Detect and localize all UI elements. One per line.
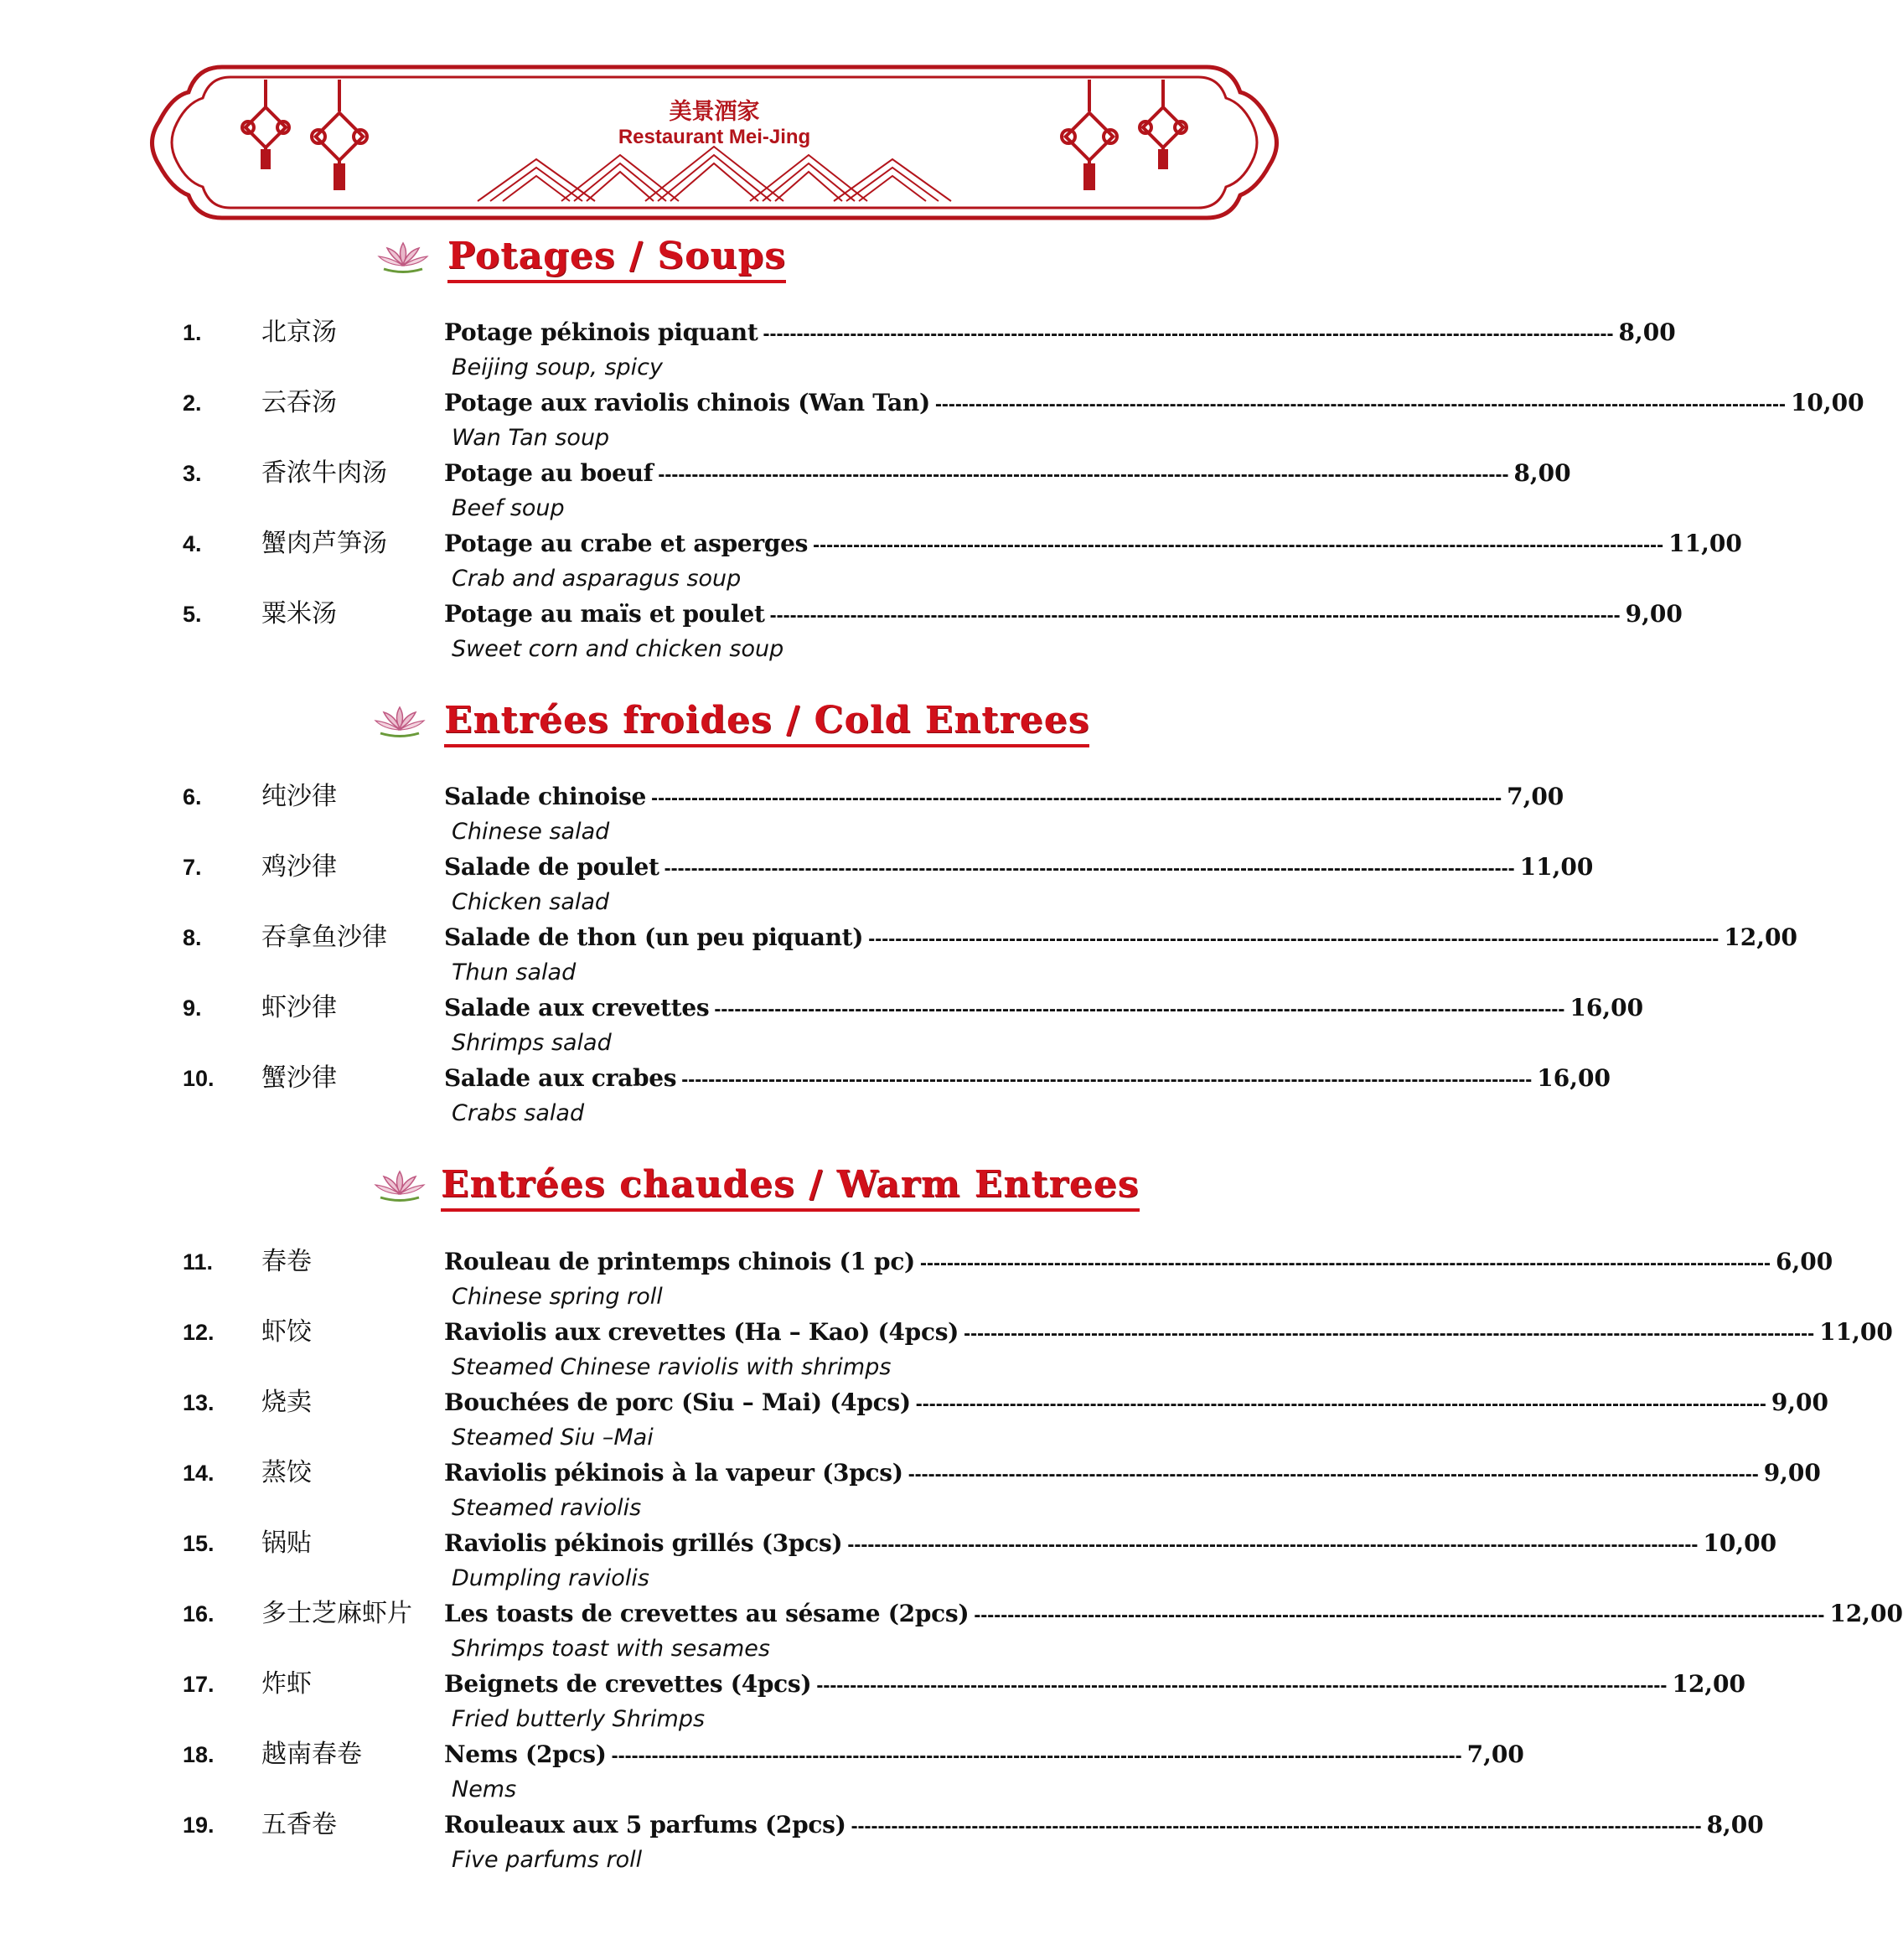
section-title: Entrées chaudes / Warm Entrees — [441, 1161, 1140, 1212]
item-english-name: Crabs salad — [452, 1100, 585, 1126]
item-number: 11. — [183, 1249, 214, 1275]
item-price: 16,00 — [1537, 1064, 1611, 1092]
item-french-name: Potage aux raviolis chinois (Wan Tan) — [444, 389, 930, 416]
dot-leader: ------------------------------------------------------------------------------------------------------------------------------- — [908, 1463, 1759, 1486]
item-english-name: Steamed Siu –Mai — [452, 1425, 654, 1451]
item-english-name: Steamed Chinese raviolis with shrimps — [452, 1354, 892, 1380]
item-number: 10. — [183, 1066, 215, 1091]
dot-leader: ------------------------------------------------------------------------------------------------------------------------------- — [868, 928, 1719, 950]
item-english-name: Beijing soup, spicy — [452, 354, 664, 380]
item-number: 16. — [183, 1601, 215, 1626]
item-number: 1. — [183, 320, 202, 345]
item-number: 17. — [183, 1672, 215, 1697]
item-english-name: Nems — [452, 1776, 517, 1802]
dot-leader: ------------------------------------------------------------------------------------------------------------------------------- — [763, 323, 1614, 345]
menu-item — [0, 458, 1571, 530]
item-chinese-name: 虾沙律 — [261, 993, 337, 1022]
item-chinese-name: 锅贴 — [261, 1528, 312, 1558]
dot-leader: ------------------------------------------------------------------------------------------------------------------------------- — [664, 857, 1515, 880]
item-number: 4. — [183, 531, 202, 556]
section-title: Entrées froides / Cold Entrees — [444, 697, 1089, 747]
item-price: 9,00 — [1625, 600, 1683, 628]
item-chinese-name: 粟米汤 — [261, 599, 337, 628]
item-chinese-name: 吞拿鱼沙律 — [261, 923, 387, 952]
item-english-name: Chicken salad — [452, 889, 610, 915]
dot-leader: ------------------------------------------------------------------------------------------------------------------------------- — [813, 534, 1664, 556]
item-english-name: Chinese spring roll — [452, 1284, 663, 1310]
item-price: 12,00 — [1724, 923, 1797, 951]
menu-item — [0, 529, 1742, 600]
item-french-name: Salade chinoise — [444, 783, 647, 810]
item-price: 8,00 — [1706, 1811, 1764, 1838]
item-french-name: Beignets de crevettes (4pcs) — [444, 1670, 812, 1698]
item-chinese-name: 多士芝麻虾片 — [261, 1599, 412, 1628]
item-english-name: Shrimps toast with sesames — [452, 1636, 770, 1662]
section-title: Potages / Soups — [447, 233, 786, 283]
item-price: 12,00 — [1672, 1670, 1746, 1698]
restaurant-chinese-name: 美景酒家 — [669, 99, 760, 125]
item-french-name: Salade aux crevettes — [444, 994, 710, 1021]
item-french-name: Rouleaux aux 5 parfums (2pcs) — [444, 1811, 846, 1838]
item-number: 5. — [183, 602, 202, 627]
menu-item — [0, 1740, 1524, 1811]
item-french-name: Salade de thon (un peu piquant) — [444, 923, 864, 951]
item-number: 6. — [183, 784, 202, 809]
item-chinese-name: 纯沙律 — [261, 782, 337, 811]
dot-leader: ------------------------------------------------------------------------------------------------------------------------------- — [974, 1604, 1825, 1626]
dot-leader: ------------------------------------------------------------------------------------------------------------------------------- — [769, 604, 1621, 627]
item-french-name: Bouchées de porc (Siu – Mai) (4pcs) — [444, 1389, 911, 1416]
restaurant-banner — [142, 63, 1286, 222]
dot-leader: ------------------------------------------------------------------------------------------------------------------------------- — [651, 787, 1502, 809]
item-number: 18. — [183, 1742, 215, 1767]
menu-item — [0, 388, 1864, 459]
dot-leader: ------------------------------------------------------------------------------------------------------------------------------- — [851, 1815, 1702, 1838]
item-chinese-name: 北京汤 — [261, 318, 337, 347]
item-english-name: Dumpling raviolis — [452, 1565, 649, 1591]
item-english-name: Fried butterly Shrimps — [452, 1706, 706, 1732]
menu-item — [0, 1317, 1893, 1389]
item-number: 14. — [183, 1461, 215, 1486]
lotus-icon — [377, 240, 429, 273]
item-french-name: Raviolis pékinois grillés (3pcs) — [444, 1529, 843, 1557]
menu-item — [0, 1669, 1746, 1740]
item-english-name: Beef soup — [452, 495, 565, 521]
item-french-name: Potage pékinois piquant — [444, 318, 758, 346]
item-price: 11,00 — [1668, 530, 1742, 557]
menu-item — [0, 599, 1683, 670]
item-number: 19. — [183, 1813, 215, 1838]
dot-leader: ------------------------------------------------------------------------------------------------------------------------------- — [920, 1252, 1771, 1275]
item-chinese-name: 五香卷 — [261, 1810, 337, 1839]
item-number: 9. — [183, 996, 202, 1021]
menu-item — [0, 1247, 1833, 1318]
lotus-icon — [374, 1168, 426, 1202]
menu-item — [0, 1063, 1611, 1135]
menu-item — [0, 1599, 1903, 1670]
item-price: 7,00 — [1466, 1740, 1524, 1768]
item-price: 11,00 — [1819, 1318, 1893, 1346]
item-chinese-name: 虾饺 — [261, 1317, 312, 1347]
dot-leader: ------------------------------------------------------------------------------------------------------------------------------- — [934, 393, 1786, 416]
lotus-icon — [374, 704, 426, 737]
item-chinese-name: 炸虾 — [261, 1669, 312, 1699]
dot-leader: ------------------------------------------------------------------------------------------------------------------------------- — [611, 1745, 1462, 1767]
item-english-name: Steamed raviolis — [452, 1495, 642, 1521]
dot-leader: ------------------------------------------------------------------------------------------------------------------------------- — [847, 1533, 1699, 1556]
item-chinese-name: 春卷 — [261, 1247, 312, 1276]
item-price: 11,00 — [1519, 853, 1594, 881]
menu-item — [0, 923, 1797, 994]
item-french-name: Potage au maïs et poulet — [444, 600, 765, 628]
item-number: 7. — [183, 855, 202, 880]
item-french-name: Salade de poulet — [444, 853, 659, 881]
item-chinese-name: 蟹肉芦笋汤 — [261, 529, 387, 558]
dot-leader: ------------------------------------------------------------------------------------------------------------------------------- — [681, 1068, 1533, 1091]
menu-item — [0, 1388, 1829, 1459]
item-number: 3. — [183, 461, 202, 486]
item-english-name: Shrimps salad — [452, 1030, 612, 1056]
item-french-name: Potage au boeuf — [444, 459, 654, 487]
item-french-name: Rouleau de printemps chinois (1 pc) — [444, 1248, 916, 1275]
dot-leader: ------------------------------------------------------------------------------------------------------------------------------- — [964, 1322, 1815, 1345]
menu-item — [0, 993, 1644, 1064]
item-number: 2. — [183, 390, 202, 416]
dot-leader: ------------------------------------------------------------------------------------------------------------------------------- — [915, 1393, 1766, 1415]
item-chinese-name: 蒸饺 — [261, 1458, 312, 1487]
item-price: 7,00 — [1507, 783, 1564, 810]
item-english-name: Wan Tan soup — [452, 425, 610, 451]
item-price: 10,00 — [1703, 1529, 1777, 1557]
item-english-name: Crab and asparagus soup — [452, 566, 742, 592]
item-chinese-name: 烧卖 — [261, 1388, 312, 1417]
item-price: 9,00 — [1771, 1389, 1829, 1416]
item-number: 15. — [183, 1531, 215, 1556]
item-number: 8. — [183, 925, 202, 950]
menu-item — [0, 318, 1676, 389]
menu-item — [0, 1528, 1777, 1600]
item-price: 12,00 — [1829, 1600, 1903, 1627]
item-french-name: Les toasts de crevettes au sésame (2pcs) — [444, 1600, 970, 1627]
item-english-name: Chinese salad — [452, 819, 610, 845]
item-english-name: Sweet corn and chicken soup — [452, 636, 784, 662]
mountain-pattern — [478, 147, 951, 201]
dot-leader: ------------------------------------------------------------------------------------------------------------------------------- — [816, 1674, 1668, 1697]
dot-leader: ------------------------------------------------------------------------------------------------------------------------------- — [714, 998, 1565, 1021]
item-number: 12. — [183, 1320, 215, 1345]
item-chinese-name: 云吞汤 — [261, 388, 337, 417]
menu-item — [0, 1810, 1764, 1881]
item-chinese-name: 鸡沙律 — [261, 852, 337, 882]
item-price: 8,00 — [1513, 459, 1571, 487]
item-price: 10,00 — [1790, 389, 1864, 416]
item-english-name: Thun salad — [452, 959, 577, 985]
restaurant-name: Restaurant Mei-Jing — [618, 126, 811, 148]
item-english-name: Five parfums roll — [452, 1847, 643, 1873]
item-chinese-name: 蟹沙律 — [261, 1063, 337, 1093]
menu-item — [0, 1458, 1821, 1529]
item-price: 9,00 — [1763, 1459, 1821, 1487]
item-french-name: Raviolis pékinois à la vapeur (3pcs) — [444, 1459, 903, 1487]
item-french-name: Raviolis aux crevettes (Ha – Kao) (4pcs) — [444, 1318, 959, 1346]
menu-item — [0, 852, 1594, 923]
item-price: 16,00 — [1569, 994, 1644, 1021]
item-number: 13. — [183, 1390, 215, 1415]
item-price: 6,00 — [1776, 1248, 1833, 1275]
item-chinese-name: 香浓牛肉汤 — [261, 458, 387, 488]
item-chinese-name: 越南春卷 — [261, 1740, 362, 1769]
item-price: 8,00 — [1618, 318, 1676, 346]
item-french-name: Potage au crabe et asperges — [444, 530, 809, 557]
dot-leader: ------------------------------------------------------------------------------------------------------------------------------- — [658, 463, 1509, 486]
item-french-name: Salade aux crabes — [444, 1064, 677, 1092]
menu-item — [0, 782, 1564, 853]
item-french-name: Nems (2pcs) — [444, 1740, 607, 1768]
